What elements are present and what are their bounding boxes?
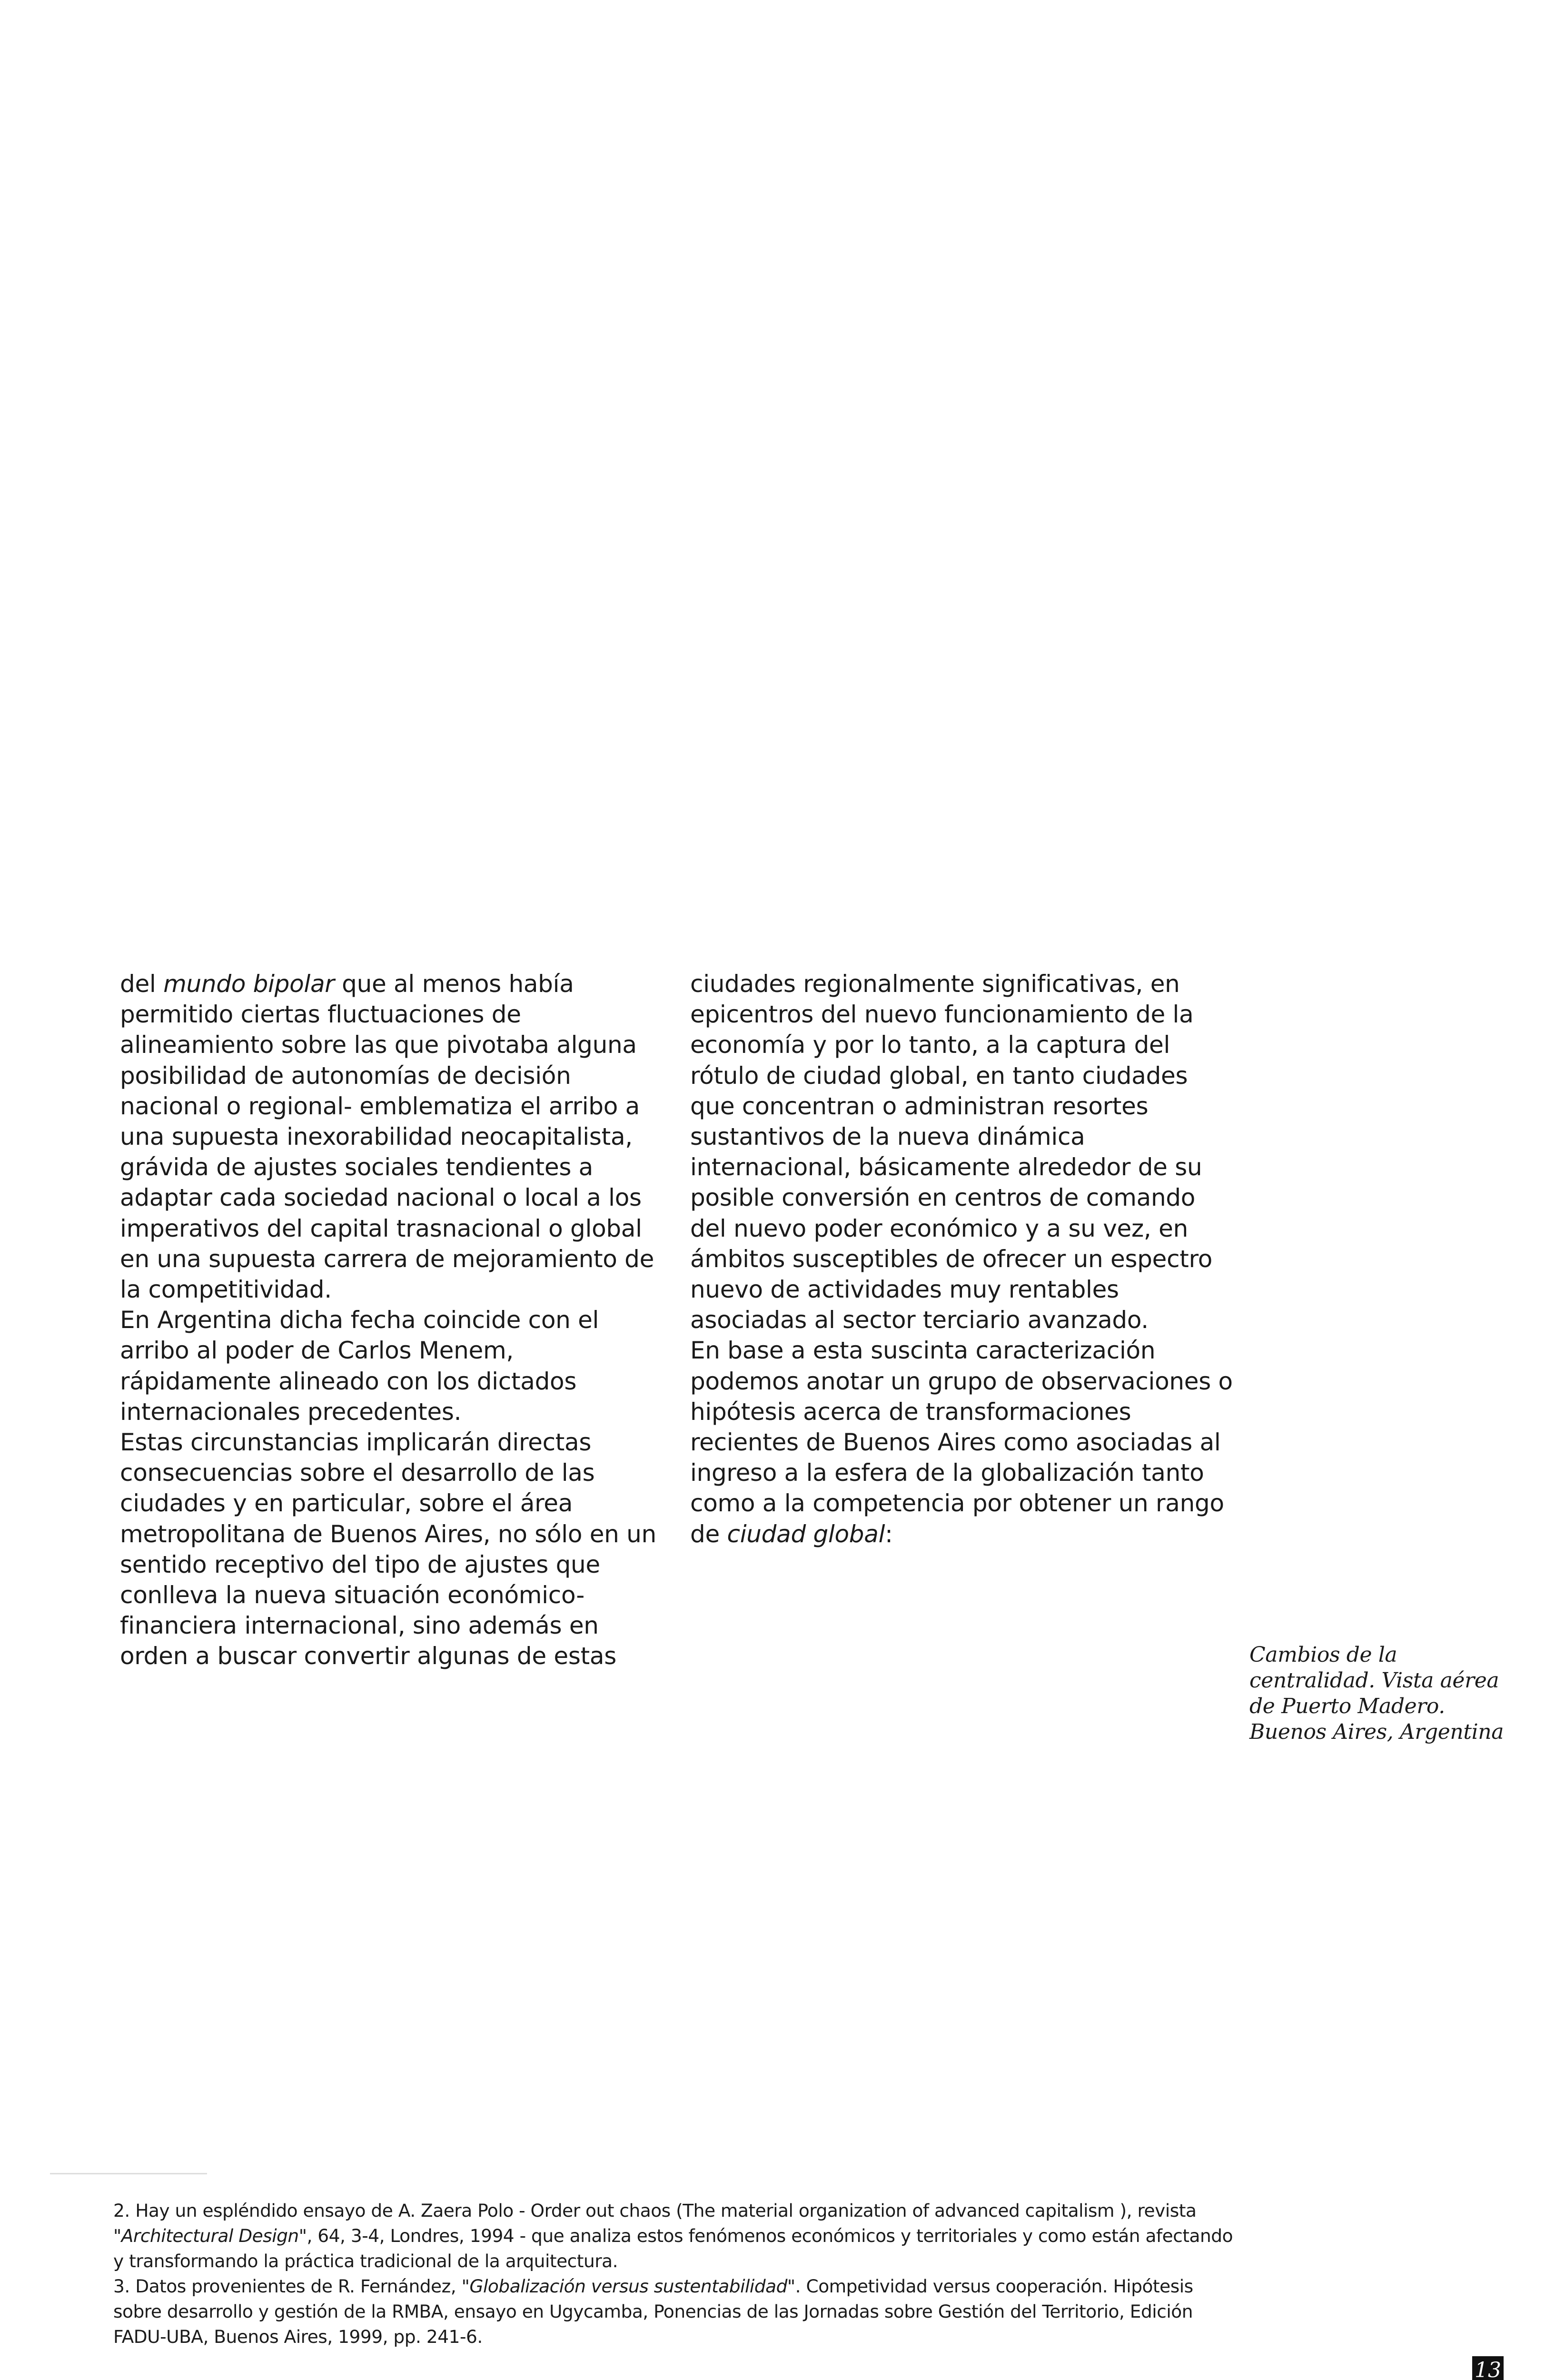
caption-line-3: de Puerto Madero.	[1249, 1694, 1445, 1718]
paragraph-5-end: :	[885, 1520, 893, 1548]
paragraph-5-body: En base a esta suscinta caracterización podemos anotar un grupo de observaciones o hipótesis acerca de transformaciones recientes de Buenos Aires como asociadas al ingreso a la esfera de la globalización tanto como a la competencia por obtener un rango de	[690, 1337, 1233, 1548]
footnote-2-body: , 64, 3-4, Londres, 1994 - que analiza estos fenómenos económicos y territoriales y como están afectando y transformando la práctica tradicional de la arquitectura.	[113, 2225, 1233, 2271]
paragraph-2: En Argentina dicha fecha coincide con el arribo al poder de Carlos Menem, rápidamente alineado con los dictados internacionales precedentes.	[120, 1306, 599, 1426]
footnote-2-lead: 2. Hay un espléndido ensayo de A. Zaera Polo - Order out chaos (The material organization of advanced capitalism ), revista	[113, 2200, 1197, 2221]
figure-caption	[1249, 1642, 1554, 1745]
footnote-3-title: "Globalización versus sustentabilidad"	[461, 2276, 795, 2297]
footnote-3	[113, 2274, 1237, 2350]
paragraph-4: ciudades regionalmente significativas, en epicentros del nuevo funcionamiento de la economía y por lo tanto, a la captura del rótulo de ciudad global, en tanto ciudades que concentran o administran resortes sustantivos de la nueva dinámica internacional, básicamente alrededor de su posible conversión en centros de comando del nuevo poder económico y a su vez, en ámbitos susceptibles de ofrecer un espectro nuevo de actividades muy rentables asociadas al sector terciario avanzado.	[690, 970, 1213, 1334]
paragraph-1-lead: del	[120, 970, 164, 998]
footnote-2-journal: "Architectural Design"	[113, 2225, 307, 2246]
paragraph-3: Estas circunstancias implicarán directas consecuencias sobre el desarrollo de las ciudades y en particular, sobre el área metropolitana de Buenos Aires, no sólo en un sentido receptivo del tipo de ajustes que conlleva la nueva situación económico-financiera internacional, sino además en orden a buscar convertir algunas de estas	[120, 1428, 656, 1670]
body-column-right	[690, 969, 1238, 1549]
caption-line-1: Cambios de la	[1249, 1643, 1397, 1667]
paragraph-1	[120, 969, 667, 1305]
footnote-2	[113, 2198, 1237, 2274]
paragraph-1-body: que al menos había permitido ciertas fluctuaciones de alineamiento sobre las que pivotaba alguna posibilidad de autonomías de decisión nacional o regional- emblematiza el arribo a una supuesta inexorabilidad neocapitalista, grávida de ajustes sociales tendientes a adaptar cada sociedad nacional o local a los imperativos del capital trasnacional o global en una supuesta carrera de mejoramiento de la competitividad.	[120, 970, 654, 1304]
emphasis-ciudad-global: ciudad global	[727, 1520, 885, 1548]
body-column-left	[120, 969, 667, 1672]
caption-line-2: centralidad. Vista aérea	[1249, 1668, 1499, 1693]
caption-line-4: Buenos Aires, Argentina	[1249, 1720, 1504, 1744]
footnotes-divider	[50, 2173, 207, 2174]
footnote-3-body: . Competividad versus cooperación. Hipótesis sobre desarrollo y gestión de la RMBA, ensayo en Ugycamba, Ponencias de las Jornadas sobre Gestión del Territorio, Edición FADU-UBA, Buenos Aires, 1999, pp. 241-6.	[113, 2276, 1193, 2347]
paragraph-5	[690, 1335, 1238, 1549]
page-number: 13	[1472, 2356, 1504, 2380]
emphasis-mundo-bipolar: mundo bipolar	[163, 970, 335, 998]
footnote-3-lead: 3. Datos provenientes de R. Fernández,	[113, 2276, 462, 2297]
footnotes	[113, 2198, 1237, 2350]
